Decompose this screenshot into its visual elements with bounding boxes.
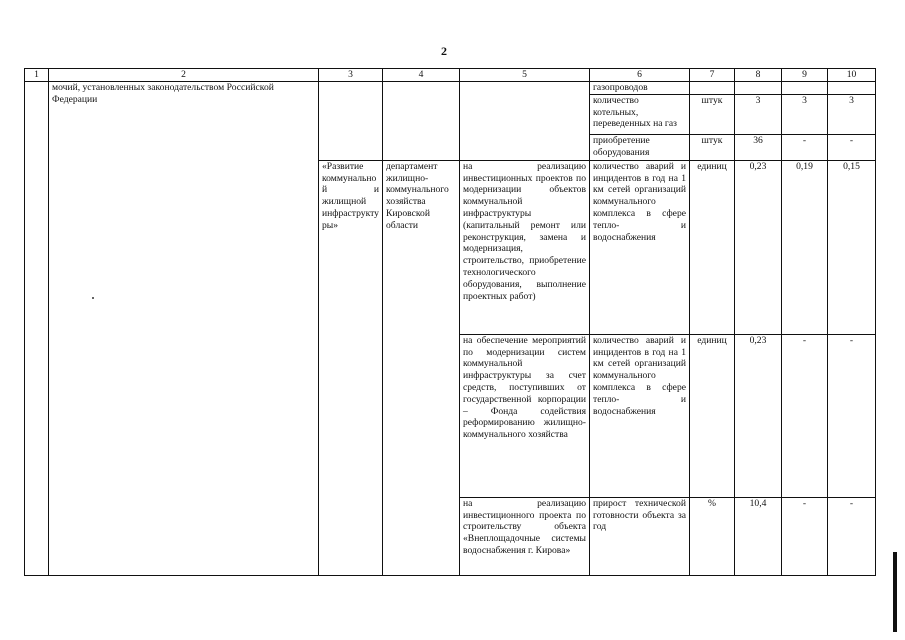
value-cell: - <box>782 497 828 575</box>
col1-cell <box>25 82 49 576</box>
scan-speck <box>92 297 94 299</box>
indicator-cell: газопроводов <box>590 82 690 95</box>
executor-cell-empty <box>383 82 460 161</box>
value-cell: - <box>828 334 876 497</box>
value-cell: - <box>828 134 876 160</box>
header-cell: 4 <box>383 69 460 82</box>
value-cell: 10,4 <box>735 497 782 575</box>
measure-cell: на реализацию инвестиционного проекта по строительству объекта «Внеплощадочные системы водоснабжения г. Кирова» <box>460 497 590 575</box>
page-number: 2 <box>441 44 447 58</box>
header-cell: 8 <box>735 69 782 82</box>
executor-cell: департамент жилищно-коммунального хозяйства Кировской области <box>383 160 460 575</box>
unit-cell: единиц <box>690 160 735 334</box>
header-cell: 1 <box>25 69 49 82</box>
value-cell: 0,19 <box>782 160 828 334</box>
unit-cell: единиц <box>690 334 735 497</box>
indicator-cell: количество аварий и инцидентов в год на 1 км сетей организаций коммунального комплекса в сфере тепло- и водоснабжения <box>590 334 690 497</box>
unit-cell: % <box>690 497 735 575</box>
header-cell: 2 <box>49 69 319 82</box>
program-cell-empty <box>319 82 383 161</box>
col2-cell: мочий, установленных законодательством Российской Федерации <box>49 82 319 576</box>
value-cell <box>782 82 828 95</box>
value-cell: 36 <box>735 134 782 160</box>
value-cell <box>735 82 782 95</box>
value-cell: 0,15 <box>828 160 876 334</box>
measure-cell: на обеспечение мероприятий по модернизации систем коммунальной инфраструктуры за счет средств, поступивших от государственной корпорации – Фонда содействия реформированию жилищно-коммунального хозяйства <box>460 334 590 497</box>
value-cell: - <box>828 497 876 575</box>
scan-edge-mark <box>893 552 897 632</box>
header-cell: 6 <box>590 69 690 82</box>
indicator-cell: количество аварий и инцидентов в год на 1 км сетей организаций коммунального комплекса в сфере тепло- и водоснабжения <box>590 160 690 334</box>
value-cell: 3 <box>735 94 782 134</box>
table-row <box>25 82 876 95</box>
indicator-table <box>24 68 876 576</box>
indicator-cell: прирост технической готовности объекта за год <box>590 497 690 575</box>
value-cell: - <box>782 134 828 160</box>
header-cell: 9 <box>782 69 828 82</box>
header-cell: 5 <box>460 69 590 82</box>
measure-cell-empty <box>460 82 590 161</box>
value-cell: 0,23 <box>735 160 782 334</box>
value-cell: 3 <box>782 94 828 134</box>
indicator-cell: приобретение оборудования <box>590 134 690 160</box>
unit-cell: штук <box>690 94 735 134</box>
header-cell: 7 <box>690 69 735 82</box>
unit-cell: штук <box>690 134 735 160</box>
program-cell: «Развитие коммунальной и жилищной инфраструктуры» <box>319 160 383 575</box>
value-cell: 0,23 <box>735 334 782 497</box>
indicator-cell: количество котельных, переведенных на газ <box>590 94 690 134</box>
unit-cell <box>690 82 735 95</box>
header-row <box>25 69 876 82</box>
value-cell: - <box>782 334 828 497</box>
measure-cell: на реализацию инвестиционных проектов по модернизации объектов коммунальной инфраструктуры (капитальный ремонт или реконструкция, замена и модернизация, строительство, приобретение технологического оборудования, выполнение проектных работ) <box>460 160 590 334</box>
header-cell: 3 <box>319 69 383 82</box>
header-cell: 10 <box>828 69 876 82</box>
value-cell <box>828 82 876 95</box>
value-cell: 3 <box>828 94 876 134</box>
